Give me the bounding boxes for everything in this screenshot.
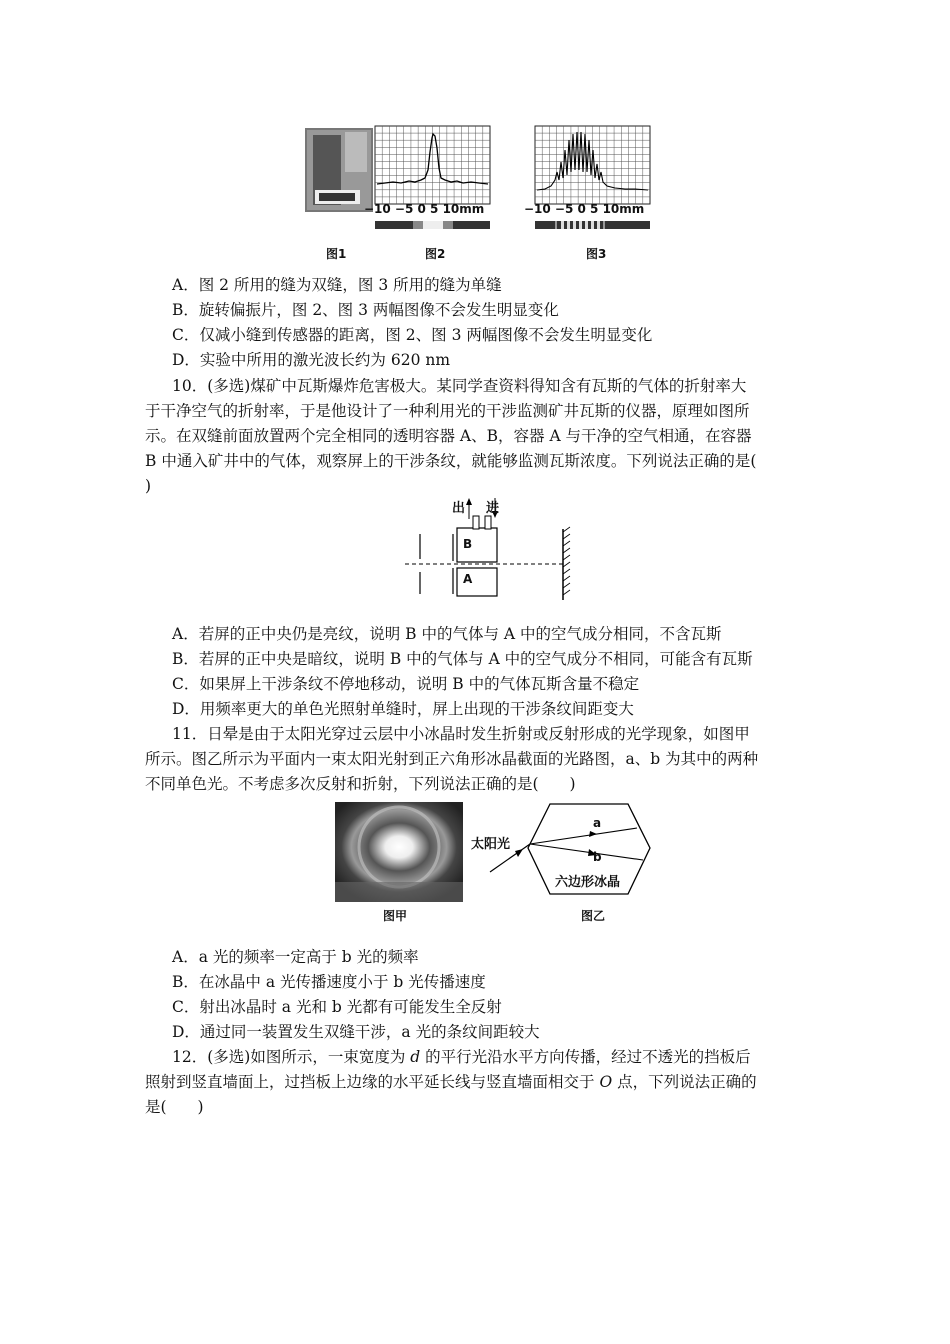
label-hexagon-crystal: 六边形冰晶 xyxy=(555,875,621,890)
q9-option-c: C．仅减小缝到传感器的距离，图 2、图 3 两幅图像不会发生明显变化 xyxy=(172,326,653,344)
label-out: 出 xyxy=(452,501,466,516)
fig2-axis-ticks: −10 −5 0 5 10mm xyxy=(364,202,485,216)
label-sunlight: 太阳光 xyxy=(471,837,511,852)
caption-fig-jia: 图甲 xyxy=(383,909,408,923)
q9-option-b: B．旋转偏振片，图 2、图 3 两幅图像不会发生明显变化 xyxy=(172,301,559,319)
q12-stem-line-2: 照射到竖直墙面上，过挡板上边缘的水平延长线与竖直墙面相交于 O 点，下列说法正确的 xyxy=(145,1073,757,1091)
fig2-caption: 图2 xyxy=(425,247,446,261)
label-a: A xyxy=(463,572,473,586)
q10-stem-line-4: B 中通入矿井中的气体，观察屏上的干涉条纹，就能够监测瓦斯浓度。下列说法正确的是( xyxy=(145,452,757,470)
q11-option-b: B．在冰晶中 a 光传播速度小于 b 光传播速度 xyxy=(172,973,486,991)
q12-stem-line-1: 12．(多选)如图所示，一束宽度为 d 的平行光沿水平方向传播，经过不透光的挡板后 xyxy=(172,1048,751,1066)
q9-option-a: A．图 2 所用的缝为双缝，图 3 所用的缝为单缝 xyxy=(172,276,502,294)
q11-option-d: D．通过同一装置发生双缝干涉，a 光的条纹间距较大 xyxy=(172,1023,540,1041)
q10-stem-line-5: ) xyxy=(145,477,152,495)
q10-stem-line-2: 于干净空气的折射率，于是他设计了一种利用光的干涉监测矿井瓦斯的仪器，原理如图所 xyxy=(145,402,750,420)
q10-option-a: A．若屏的正中央仍是亮纹，说明 B 中的气体与 A 中的空气成分相同，不含瓦斯 xyxy=(172,625,722,643)
q10-stem-line-1: 10．(多选)煤矿中瓦斯爆炸危害极大。某同学查资料得知含有瓦斯的气体的折射率大 xyxy=(172,377,747,395)
caption-fig-yi: 图乙 xyxy=(581,909,606,923)
q11-stem-line-2: 所示。图乙所示为平面内一束太阳光射到正六角形冰晶截面的光路图，a、b 为其中的两种 xyxy=(145,750,759,768)
q11-stem-line-1: 11．日晕是由于太阳光穿过云层中小冰晶时发生折射或反射形成的光学现象，如图甲 xyxy=(172,725,750,743)
q10-option-b: B．若屏的正中央是暗纹，说明 B 中的气体与 A 中的空气成分不相同，可能含有瓦斯 xyxy=(172,650,753,668)
q10-option-d: D．用频率更大的单色光照射单缝时，屏上出现的干涉条纹间距变大 xyxy=(172,700,634,718)
q11-stem-line-3: 不同单色光。不考虑多次反射和折射，下列说法正确的是( ) xyxy=(145,775,576,793)
q10-option-c: C．如果屏上干涉条纹不停地移动，说明 B 中的气体瓦斯含量不稳定 xyxy=(172,675,640,693)
label-in: 进 xyxy=(486,501,500,516)
label-ray-b: b xyxy=(593,850,602,864)
q11-option-c: C．射出冰晶时 a 光和 b 光都有可能发生全反射 xyxy=(172,998,502,1016)
label-ray-a: a xyxy=(593,816,602,830)
q11-option-a: A．a 光的频率一定高于 b 光的频率 xyxy=(172,948,419,966)
q12-stem-line-3: 是( ) xyxy=(145,1098,204,1116)
fig3-axis-ticks: −10 −5 0 5 10mm xyxy=(524,202,645,216)
figure-q11-halo-photo xyxy=(335,802,463,902)
label-b: B xyxy=(463,537,473,551)
figure-q9 xyxy=(305,120,690,240)
fig3-caption: 图3 xyxy=(586,247,607,261)
q9-option-d: D．实验中所用的激光波长约为 620 nm xyxy=(172,351,451,369)
fig1-caption: 图1 xyxy=(326,247,347,261)
q10-stem-line-3: 示。在双缝前面放置两个完全相同的透明容器 A、B，容器 A 与干净的空气相通，在容器 xyxy=(145,427,752,445)
